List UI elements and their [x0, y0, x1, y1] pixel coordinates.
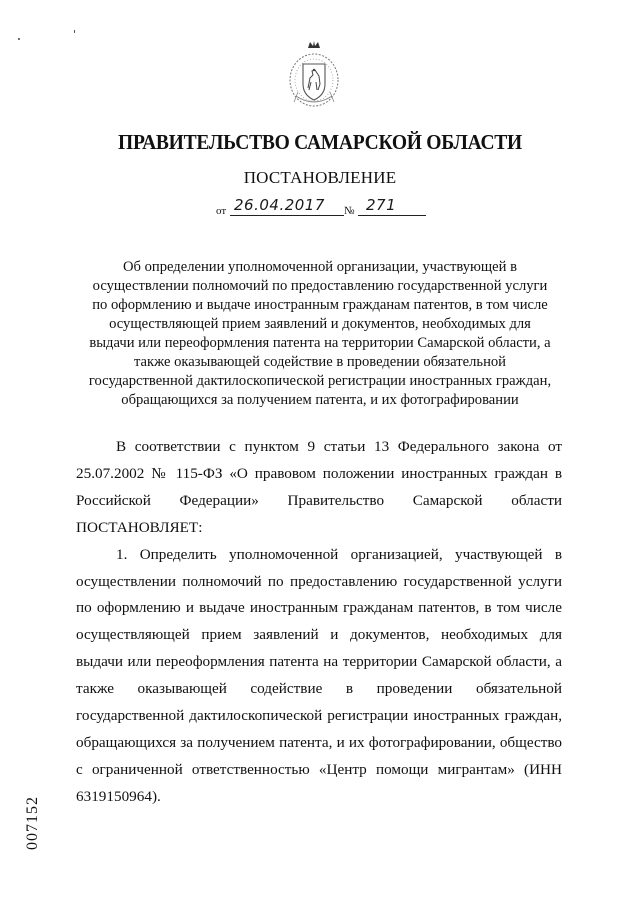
number-prefix: № — [344, 205, 355, 217]
scan-speck — [18, 38, 20, 40]
date-underline — [230, 215, 344, 216]
organization-title: ПРАВИТЕЛЬСТВО САМАРСКОЙ ОБЛАСТИ — [118, 130, 522, 154]
subject-line: по оформлению и выдаче иностранным гражданам патентов, в том числе — [92, 297, 548, 313]
subject-line: осуществлении полномочий по предоставлению государственной услуги — [92, 278, 548, 294]
document-type: ПОСТАНОВЛЕНИЕ — [243, 168, 397, 187]
coat-of-arms-samara-icon — [286, 40, 342, 110]
subject-line: государственной дактилоскопической регистрации иностранных граждан, — [88, 373, 552, 389]
scan-speck — [74, 30, 75, 33]
handwritten-date: 26.04.2017 — [234, 196, 325, 214]
number-underline — [358, 215, 426, 216]
subject-line: выдачи или переоформления патента на территории Самарской области, а — [89, 335, 551, 351]
subject-line: обращающихся за получением патента, и их фотографировании — [121, 392, 519, 408]
subject-line: также оказывающей содействие в проведении обязательной — [133, 354, 506, 370]
resolves-heading: ПОСТАНОВЛЯЕТ: — [76, 518, 203, 536]
resolution-subject — [80, 258, 560, 410]
item-1-paragraph: 1. Определить уполномоченной организацией, участвующей в осуществлении полномочий по предоставлению государственной услуги по оформлению и выдаче иностранным гражданам патентов, в том числе осуществляющей прием заявлений и документов, необходимых для выдачи или переоформления патента на территории Самарской области, а также оказывающей содействие в проведении обязательной государственной дактилоскопической регистрации иностранных граждан, обращающихся за получением патента, и их фотографировании, общество с ограниченной ответственностью «Центр помощи мигрантам» (ИНН 6319150964). — [76, 545, 562, 805]
resolution-body — [76, 434, 562, 811]
date-number-line — [216, 196, 436, 218]
handwritten-number: 271 — [366, 196, 397, 214]
subject-line: осуществляющей прием заявлений и документов, необходимых для — [109, 316, 531, 332]
subject-line: Об определении уполномоченной организации, участвующей в — [123, 259, 517, 275]
document-serial-number: 007152 — [24, 796, 41, 850]
preamble-paragraph: В соответствии с пунктом 9 статьи 13 Федерального закона от 25.07.2002 № 115-ФЗ «О правовом положении иностранных граждан в Российской Федерации» Правительство Самарской области — [76, 438, 562, 509]
date-prefix: от — [216, 205, 227, 217]
